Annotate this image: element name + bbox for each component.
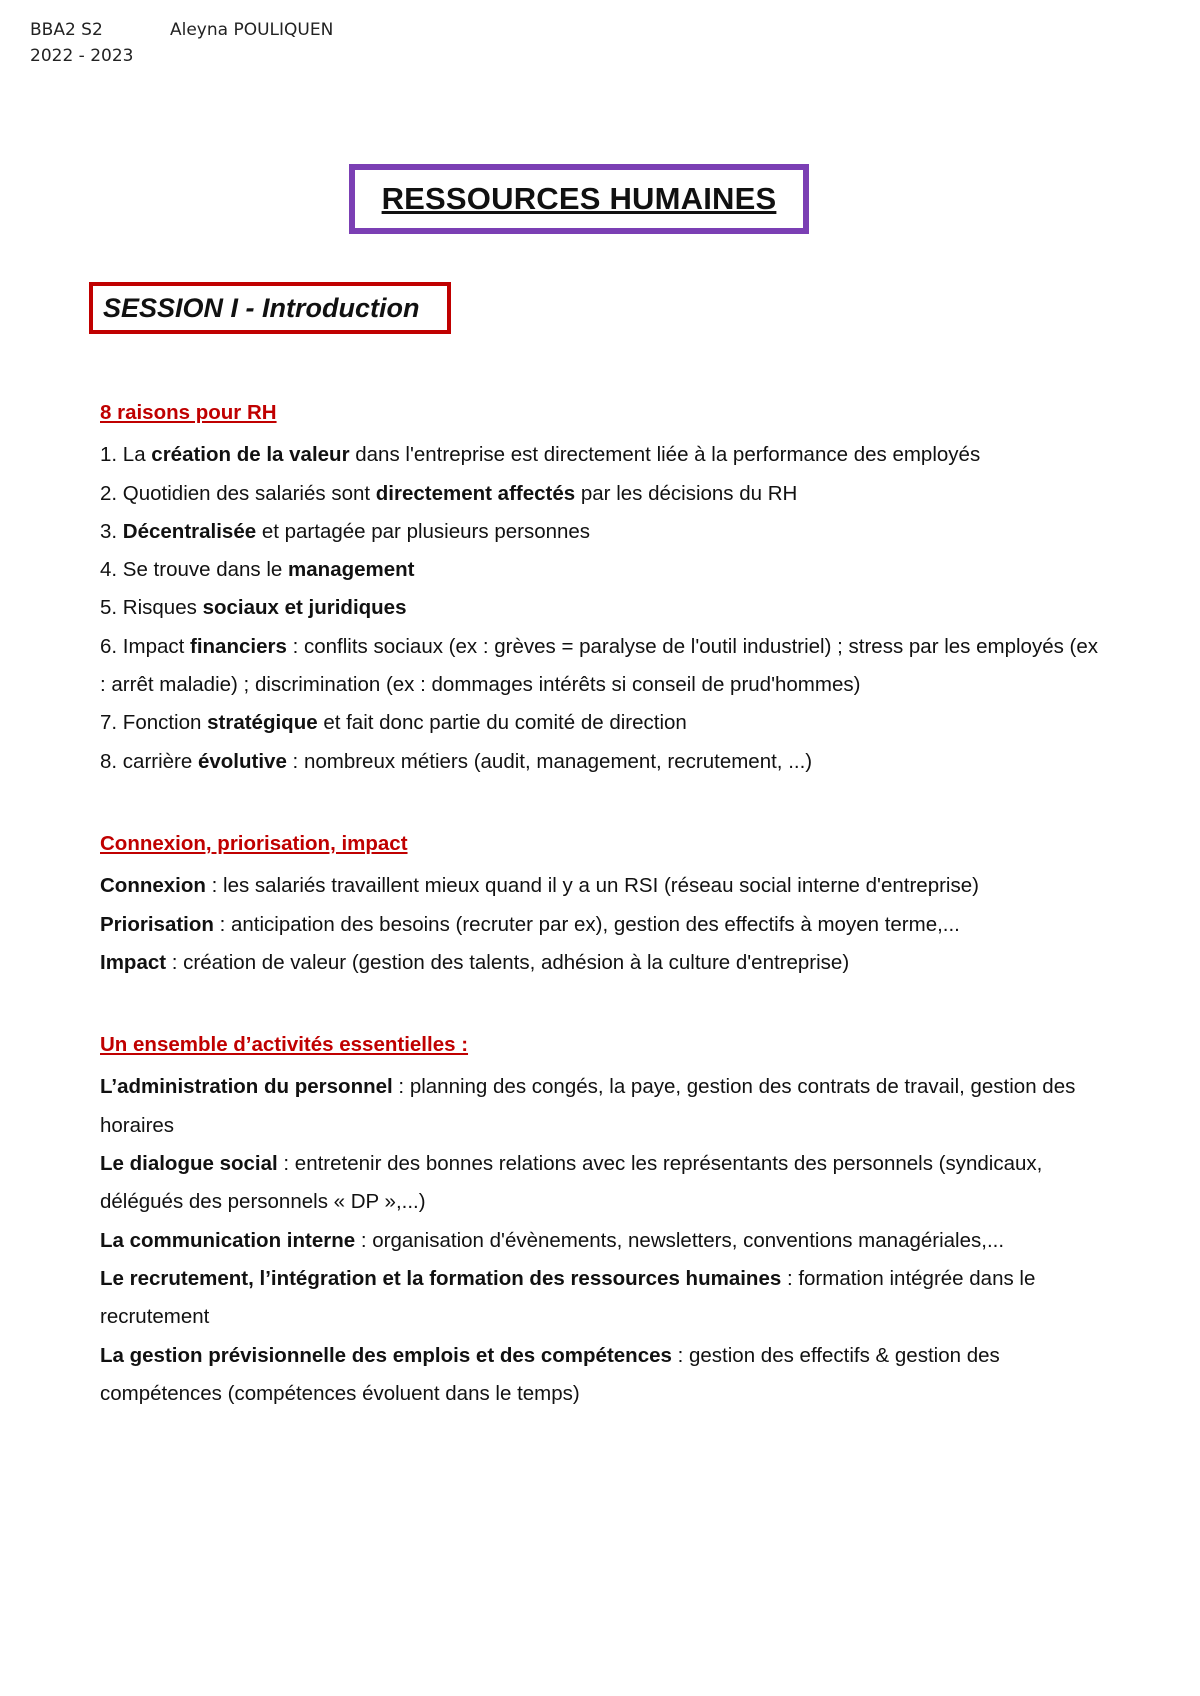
item-description: dans l'entreprise est directement liée à la performance des employés	[349, 443, 981, 467]
item-keyword: Priorisation	[100, 912, 214, 936]
item-description: : nombreux métiers (audit, management, recrutement, ...)	[286, 749, 813, 773]
item-keyword: financiers	[190, 634, 287, 658]
item-description: : gestion des effectifs & gestion des compétences (compétences évoluent dans le temps)	[100, 1343, 1000, 1405]
item-description: par les décisions du RH	[575, 481, 798, 505]
item-keyword: sociaux et juridiques	[202, 596, 407, 620]
item-keyword: Le dialogue social	[100, 1152, 278, 1176]
item-keyword: La gestion prévisionnelle des emplois et des compétences	[100, 1343, 672, 1367]
header-author: Aleyna POULIQUEN	[170, 20, 334, 40]
list-item	[100, 1145, 1100, 1222]
item-keyword: stratégique	[207, 711, 318, 735]
item-description: : anticipation des besoins (recruter par ex), gestion des effectifs à moyen terme,...	[213, 912, 960, 936]
list-item	[100, 1260, 1100, 1337]
item-keyword: Décentralisée	[122, 519, 257, 543]
item-description: et partagée par plusieurs personnes	[256, 519, 591, 543]
raisons-list	[100, 436, 1100, 781]
list-item	[100, 589, 1100, 627]
list-item	[100, 704, 1100, 742]
item-prefix: 1. La	[100, 443, 152, 467]
item-prefix: 5. Risques	[100, 596, 203, 620]
list-item	[100, 1222, 1100, 1260]
item-keyword: L’administration du personnel	[100, 1075, 393, 1099]
item-keyword: Impact	[100, 950, 167, 974]
list-item	[100, 551, 1100, 589]
item-description: et fait donc partie du comité de direction	[317, 711, 687, 735]
item-description: : formation intégrée dans le recrutement	[100, 1266, 1036, 1329]
section-title-connexion: Connexion, priorisation, impact	[100, 831, 408, 855]
section-title-activites: Un ensemble d’activités essentielles :	[100, 1033, 469, 1057]
item-description: : conflits sociaux (ex : grèves = paralyse de l'outil industriel) ; stress par les employés (ex : arrêt maladie) ; discrimination (ex : dommages intérêts si conseil de prud'hommes)	[100, 634, 1099, 697]
activites-list	[100, 1068, 1100, 1413]
list-item	[100, 906, 1100, 944]
list-item	[100, 1337, 1100, 1414]
list-item	[100, 475, 1100, 513]
page-title: RESSOURCES HUMAINES	[381, 181, 777, 216]
list-item	[100, 944, 1100, 982]
item-keyword: évolutive	[197, 749, 287, 773]
header-course: BBA2 S2	[30, 20, 103, 40]
item-description: : organisation d'évènements, newsletters, conventions managériales,...	[355, 1228, 1005, 1252]
document-body	[100, 394, 1100, 1413]
item-prefix: 7. Fonction	[100, 711, 208, 735]
item-keyword: directement affectés	[375, 481, 576, 505]
list-item	[100, 628, 1100, 705]
item-prefix: 3.	[100, 519, 123, 543]
list-item	[100, 1068, 1100, 1145]
item-keyword: La communication interne	[100, 1228, 356, 1252]
item-description: : entretenir des bonnes relations avec les représentants des personnels (syndicaux, délégués des personnels « DP »,...)	[100, 1152, 1043, 1214]
session-box	[89, 282, 451, 334]
section-title-raisons: 8 raisons pour RH	[100, 401, 277, 424]
item-prefix: 2. Quotidien des salariés sont	[100, 481, 376, 505]
list-item	[100, 867, 1100, 905]
item-prefix: 8. carrière	[100, 749, 198, 773]
list-item	[100, 743, 1100, 781]
item-keyword: Connexion	[100, 874, 206, 898]
item-prefix: 4. Se trouve dans le	[100, 558, 289, 582]
item-description: : création de valeur (gestion des talents, adhésion à la culture d'entreprise)	[166, 950, 850, 974]
item-keyword: Le recrutement, l’intégration et la formation des ressources humaines	[100, 1266, 782, 1290]
session-title: SESSION I - Introduction	[103, 292, 420, 323]
connexion-list	[100, 867, 1100, 982]
list-item	[100, 513, 1100, 551]
title-box	[349, 164, 809, 234]
item-description: : planning des congés, la paye, gestion des contrats de travail, gestion des horaires	[100, 1075, 1076, 1137]
item-description: : les salariés travaillent mieux quand il y a un RSI (réseau social interne d'entreprise)	[205, 874, 979, 898]
item-prefix: 6. Impact	[100, 634, 191, 658]
list-item	[100, 436, 1100, 474]
item-keyword: management	[288, 558, 415, 582]
item-keyword: création de la valeur	[151, 443, 350, 467]
header-year: 2022 - 2023	[30, 46, 134, 66]
